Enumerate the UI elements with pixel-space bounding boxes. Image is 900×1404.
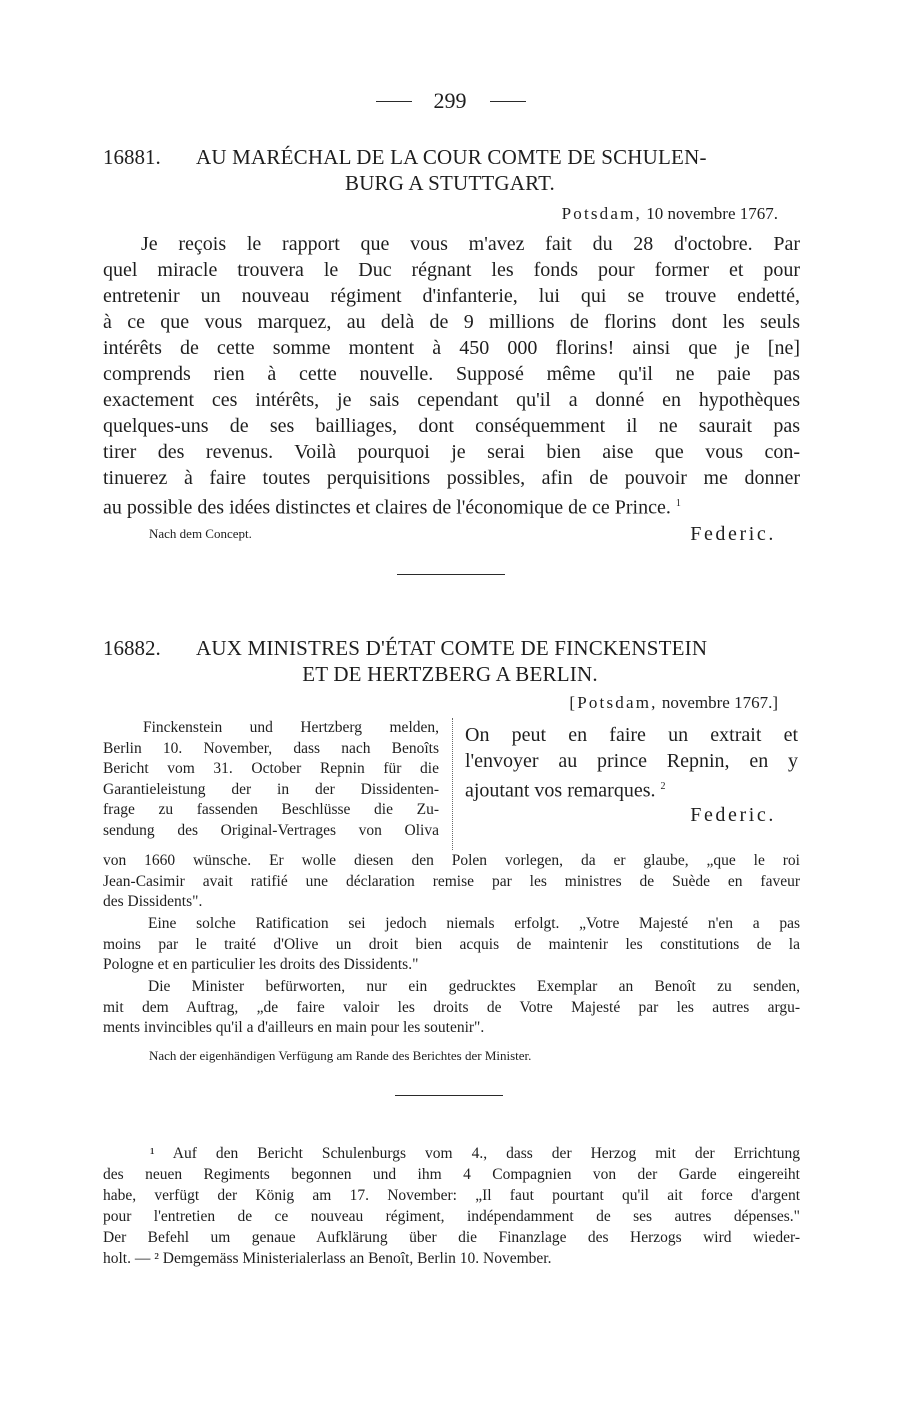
reply-line-last bbox=[465, 774, 798, 800]
body-line: comprends rien à cette nouvelle. Supposé même qu'il ne paie pas bbox=[103, 363, 800, 385]
footnote-line: des neuen Regiments begonnen und ihm 4 Compagnien von der Garde eingereiht bbox=[103, 1166, 800, 1183]
signature: Federic. bbox=[690, 523, 776, 545]
report-line: Bericht vom 31. October Repnin für die bbox=[103, 760, 439, 777]
body-last-text: au possible des idées distinctes et claires de l'économique de ce Prince. bbox=[103, 496, 671, 519]
footnote-ref-1: 1 bbox=[675, 498, 681, 509]
report-line: mit dem Auftrag, „de faire valoir les droits de Votre Majesté par les autres argu- bbox=[103, 998, 800, 1016]
section-divider bbox=[397, 574, 505, 575]
report-line: moins par le traité d'Olive un droit bien acquis de maintenir les constitutions de la bbox=[103, 935, 800, 953]
report-line: Jean-Casimir avait ratifié une déclaration remise par les ministres de Suède en faveur bbox=[103, 872, 800, 890]
body-line: quel miracle trouvera le Duc régnant les fonds pour former et pour bbox=[103, 259, 800, 281]
report-line: frage zu fassenden Beschlüsse die Zu- bbox=[103, 801, 439, 818]
report-line: Pologne et en particulier les droits des Dissidents." bbox=[103, 956, 419, 973]
dateline bbox=[562, 204, 778, 224]
footnote-line: pour l'entretien de ce nouveau régiment, indépendamment de ses autres dépenses." bbox=[103, 1208, 800, 1225]
body-line: à ce que vous marquez, au delà de 9 millions de florins dont les seuls bbox=[103, 311, 800, 333]
body-line: Je reçois le rapport que vous m'avez fait du 28 d'octobre. Par bbox=[141, 233, 800, 255]
source-note: Nach der eigenhändigen Verfügung am Rande des Berichtes der Minister. bbox=[149, 1048, 532, 1063]
report-line: ments invincibles qu'il a d'ailleurs en main pour les soutenir". bbox=[103, 1019, 485, 1036]
footnote-line: habe, verfügt der König am 17. November: „Il faut pourtant qu'il ait force d'argent bbox=[103, 1187, 800, 1204]
report-line: Berlin 10. November, dass nach Benoîts bbox=[103, 739, 439, 757]
body-line: quelques-uns de ses bailliages, dont conséquemment il ne saurait pas bbox=[103, 415, 800, 437]
report-line: des Dissidents". bbox=[103, 893, 203, 910]
reply-last-text: ajoutant vos remarques. bbox=[465, 779, 656, 802]
report-line: sendung des Original-Vertrages von Oliva bbox=[103, 821, 439, 839]
letter-heading-line1: AUX MINISTRES D'ÉTAT COMTE DE FINCKENSTEIN bbox=[196, 636, 708, 660]
footnote-line: ¹ Auf den Bericht Schulenburgs vom 4., dass der Herzog mit der Errichtung bbox=[150, 1145, 800, 1162]
letter-heading-line2: BURG A STUTTGART. bbox=[344, 171, 556, 195]
signature: Federic. bbox=[690, 804, 776, 826]
letter-number-16881: 16881. bbox=[103, 145, 161, 169]
dateline bbox=[569, 693, 778, 713]
reply-line: l'envoyer au prince Repnin, en y bbox=[465, 750, 798, 772]
body-line: intérêts de cette somme montent à 450 000 florins! ainsi que je [ne] bbox=[103, 337, 800, 359]
reply-line: On peut en faire un extrait et bbox=[465, 724, 798, 746]
section-divider bbox=[395, 1095, 503, 1096]
dateline-date: 10 novembre 1767. bbox=[646, 204, 778, 223]
report-line: von 1660 wünsche. Er wolle diesen den Polen vorlegen, da er glaube, „que le roi bbox=[103, 852, 800, 869]
dateline-place: [Potsdam, bbox=[569, 693, 658, 712]
body-line: exactement ces intérêts, je sais cependant qu'il a donné en hypothèques bbox=[103, 389, 800, 411]
body-line: tinuerez à faire toutes perquisitions possibles, afin de pouvoir me donner bbox=[103, 467, 800, 489]
page-number: 299 bbox=[433, 88, 467, 113]
dateline-date: novembre 1767.] bbox=[661, 693, 778, 712]
footnote-ref-2: 2 bbox=[660, 781, 666, 792]
letter-heading-line2: ET DE HERTZBERG A BERLIN. bbox=[302, 662, 598, 686]
report-line: Eine solche Ratification sei jedoch niemals erfolgt. „Votre Majesté n'en a pas bbox=[148, 915, 800, 932]
body-line: tirer des revenus. Voilà pourquoi je serai bien aise que vous con- bbox=[103, 441, 800, 463]
dateline-place: Potsdam, bbox=[561, 204, 643, 223]
report-line: Garantieleistung der in der Dissidenten- bbox=[103, 780, 439, 798]
body-line: entretenir un nouveau régiment d'infanterie, lui qui se trouve endetté, bbox=[103, 285, 800, 307]
footnote-line: holt. — ² Demgemäss Ministerialerlass an Benoît, Berlin 10. November. bbox=[103, 1250, 552, 1267]
letter-number-16882: 16882. bbox=[103, 636, 161, 660]
report-line: Die Minister befürworten, nur ein gedrucktes Exemplar an Benoît zu senden, bbox=[148, 978, 800, 995]
report-line: Finckenstein und Hertzberg melden, bbox=[143, 719, 439, 736]
source-note: Nach dem Concept. bbox=[149, 526, 252, 541]
page-number-rule-right bbox=[490, 101, 526, 102]
letter-heading-line1: AU MARÉCHAL DE LA COUR COMTE DE SCHULEN- bbox=[196, 145, 707, 169]
column-dotted-separator bbox=[452, 718, 453, 850]
body-line-last bbox=[103, 491, 800, 517]
footnote-line: Der Befehl um genaue Aufklärung über die Finanzlage des Herzogs wird wieder- bbox=[103, 1229, 800, 1246]
